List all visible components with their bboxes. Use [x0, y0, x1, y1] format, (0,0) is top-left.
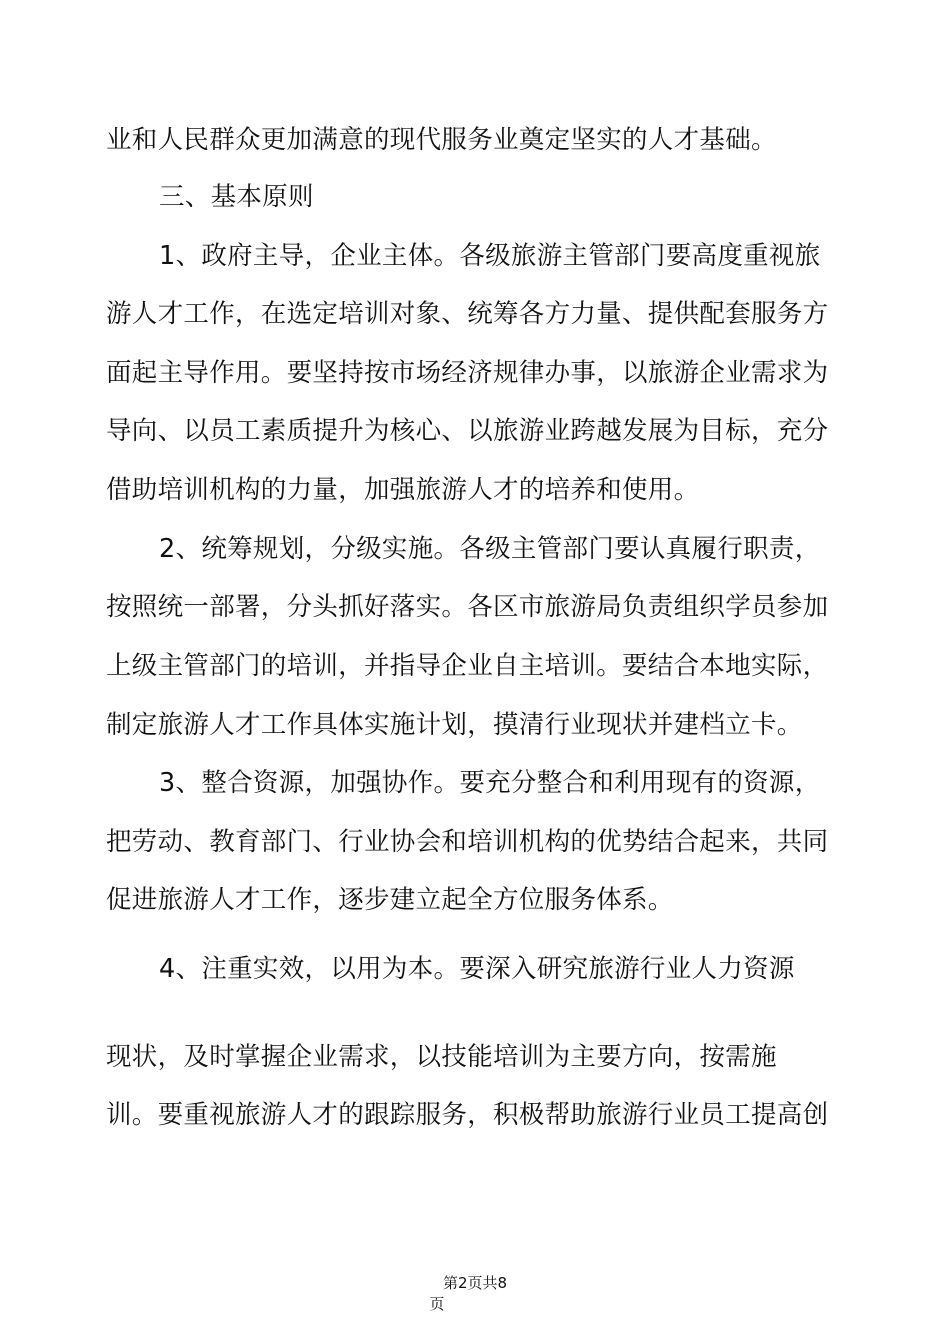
- text-line: 训。要重视旅游人才的跟踪服务，积极帮助旅游行业员工提高创: [106, 1100, 829, 1130]
- text-line: 游人才工作，在选定培训对象、统筹各方力量、提供配套服务方: [106, 299, 829, 329]
- text-line: 上级主管部门的培训，并指导企业自主培训。要结合本地实际，: [106, 651, 829, 681]
- text-line: 现状，及时掌握企业需求，以技能培训为主要方向，按需施: [106, 1042, 777, 1072]
- text-line: 制定旅游人才工作具体实施计划，摸清行业现状并建档立卡。: [106, 710, 803, 740]
- text-line: 按照统一部署，分头抓好落实。各区市旅游局负责组织学员参加: [106, 592, 829, 622]
- text-line: 导向、以员工素质提升为核心、以旅游业跨越发展为目标，充分: [106, 416, 829, 446]
- text-line: 2、统筹规划，分级实施。各级主管部门要认真履行职责，: [159, 534, 821, 564]
- text-line: 4、注重实效，以用为本。要深入研究旅游行业人力资源: [159, 954, 795, 984]
- page-number-suffix: 页: [429, 1295, 445, 1313]
- page-number: 第2页共8: [442, 1274, 508, 1292]
- text-line: 3、整合资源，加强协作。要充分整合和利用现有的资源，: [159, 768, 821, 798]
- text-line: 业和人民群众更加满意的现代服务业奠定坚实的人才基础。: [106, 125, 777, 155]
- text-line: 把劳动、教育部门、行业协会和培训机构的优势结合起来，共同: [106, 827, 829, 857]
- text-line: 促进旅游人才工作，逐步建立起全方位服务体系。: [106, 885, 674, 915]
- text-line: 借助培训机构的力量，加强旅游人才的培养和使用。: [106, 475, 700, 505]
- section-heading: 三、基本原则: [159, 182, 314, 212]
- text-line: 面起主导作用。要坚持按市场经济规律办事，以旅游企业需求为: [106, 358, 829, 388]
- text-line: 1、政府主导，企业主体。各级旅游主管部门要高度重视旅: [159, 241, 821, 271]
